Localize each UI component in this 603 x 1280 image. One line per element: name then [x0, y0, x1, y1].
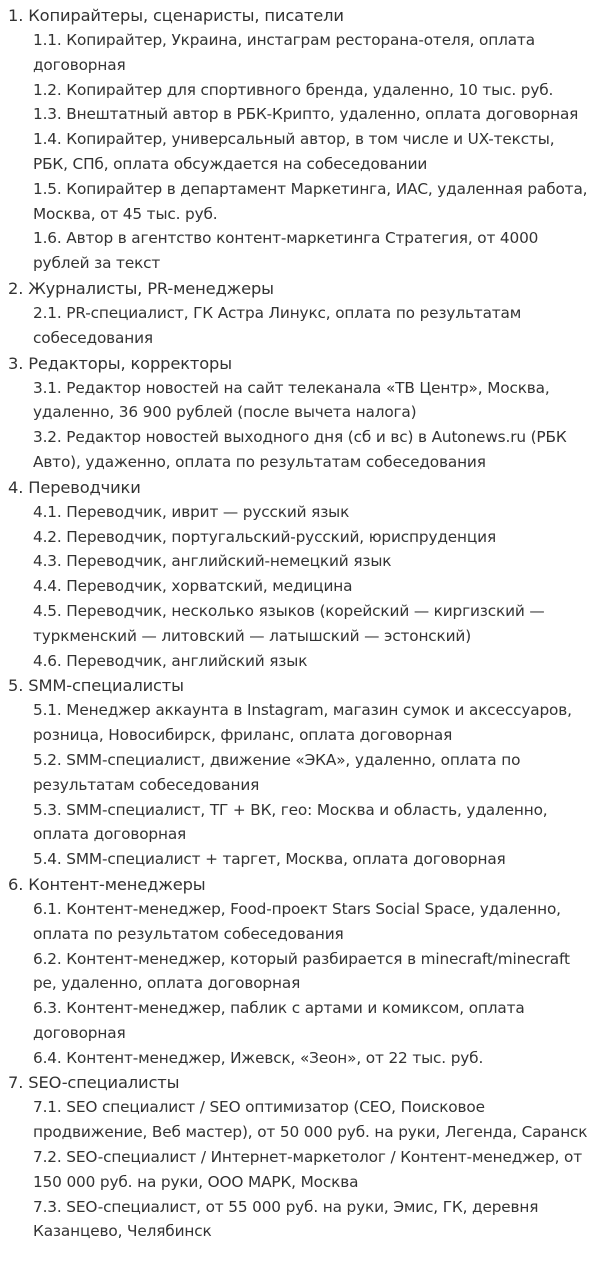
list-item: 1.2. Копирайтер для спортивного бренда, удаленно, 10 тыс. руб.: [33, 80, 554, 99]
list-item: 6.1. Контент-менеджер, Food-проект Stars Social Space, удаленно, оплата по результатом собеседования: [33, 899, 561, 943]
section-title: 2. Журналисты, PR-менеджеры: [8, 278, 274, 298]
list-item: 7.3. SEO-специалист, от 55 000 руб. на руки, Эмис, ГК, деревня Казанцево, Челябинск: [33, 1197, 539, 1241]
list-item: 3.1. Редактор новостей на сайт телеканала «ТВ Центр», Москва, удаленно, 36 900 рублей (после вычета налога): [33, 378, 550, 422]
list-item: 5.2. SMM-специалист, движение «ЭКА», удаленно, оплата по результатам собеседования: [33, 750, 521, 794]
list-item: 1.3. Внештатный автор в РБК-Крипто, удаленно, оплата договорная: [33, 105, 579, 124]
list-item: 3.2. Редактор новостей выходного дня (сб и вс) в Autonews.ru (РБК Авто), удаженно, оплата по результатам собеседования: [33, 428, 567, 471]
list-item: 4.3. Переводчик, английский-немецкий язык: [33, 552, 392, 571]
list-item: 1.1. Копирайтер, Украина, инстаграм ресторана-отеля, оплата договорная: [33, 31, 535, 74]
list-item: 1.6. Автор в агентство контент-маркетинга Стратегия, от 4000 рублей за текст: [33, 229, 539, 273]
list-item: 7.2. SEO-специалист / Интернет-маркетолог / Контент-менеджер, от 150 000 руб. на руки, ООО МАРК, Москва: [33, 1148, 583, 1191]
section-content-managers: [8, 872, 597, 1071]
list-item: 5.1. Менеджер аккаунта в Instagram, магазин сумок и аксессуаров, розница, Новосибирск, фриланс, оплата договорная: [33, 701, 572, 745]
list-item: 4.6. Переводчик, английский язык: [33, 651, 308, 670]
list-item: 4.2. Переводчик, португальский-русский, юриспруденция: [33, 527, 496, 546]
vacancy-list: [8, 3, 597, 1244]
list-item: 6.2. Контент-менеджер, который разбирается в minecraft/minecraft pe, удаленно, оплата договорная: [33, 949, 570, 993]
list-item: 5.4. SMM-специалист + таргет, Москва, оплата договорная: [33, 850, 506, 869]
section-smm: [8, 673, 597, 872]
section-journalists: [8, 276, 597, 351]
list-item: 4.4. Переводчик, хорватский, медицина: [33, 577, 353, 596]
section-translators: [8, 475, 597, 674]
section-seo: [8, 1070, 597, 1244]
list-item: 6.4. Контент-менеджер, Ижевск, «Зеон», от 22 тыс. руб.: [33, 1048, 484, 1067]
section-title: 6. Контент-менеджеры: [8, 874, 206, 894]
section-title: 5. SMM-специалисты: [8, 676, 184, 696]
list-item: 7.1. SEO специалист / SEO оптимизатор (СЕО, Поисковое продвижение, Веб мастер), от 50 000 руб. на руки, Легенда, Саранск: [33, 1098, 588, 1142]
list-item: 1.5. Копирайтер в департамент Маркетинга, ИАС, удаленная работа, Москва, от 45 тыс. руб.: [33, 179, 588, 223]
list-item: 6.3. Контент-менеджер, паблик с артами и комиксом, оплата договорная: [33, 999, 525, 1042]
section-title: 7. SEO-специалисты: [8, 1073, 180, 1093]
section-copywriters: [8, 3, 597, 276]
section-title: 3. Редакторы, корректоры: [8, 353, 232, 373]
list-item: 4.1. Переводчик, иврит — русский язык: [33, 502, 350, 521]
list-item: 2.1. PR-специалист, ГК Астра Линукс, оплата по результатам собеседования: [33, 303, 522, 347]
section-title: 1. Копирайтеры, сценаристы, писатели: [8, 6, 344, 25]
list-item: 4.5. Переводчик, несколько языков (корейский — киргизский — туркменский — литовский — латышский — эстонский): [33, 601, 545, 645]
list-item: 1.4. Копирайтер, универсальный автор, в том числе и UX-тексты, РБК, СПб, оплата обсуждается на собеседовании: [33, 130, 555, 173]
list-item: 5.3. SMM-специалист, ТГ + ВК, гео: Москва и область, удаленно, оплата договорная: [33, 800, 548, 844]
section-title: 4. Переводчики: [8, 477, 141, 497]
section-editors: [8, 351, 597, 475]
